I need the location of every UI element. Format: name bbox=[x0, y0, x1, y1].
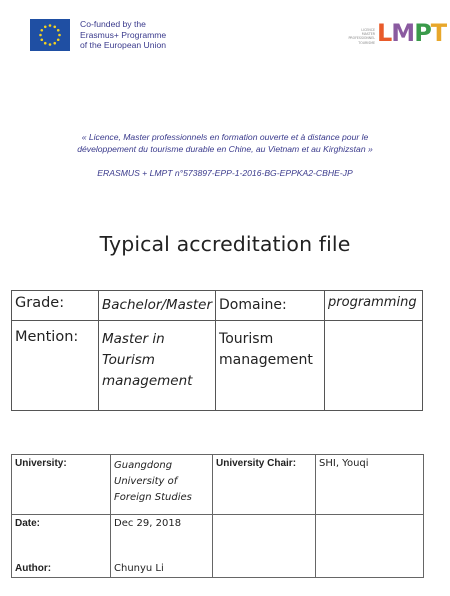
lmpt-wordmark bbox=[377, 19, 446, 47]
eu-star bbox=[39, 34, 42, 37]
author-value: Chunyu Li bbox=[114, 563, 164, 574]
eu-line-1: Co-funded by the bbox=[80, 19, 146, 29]
eu-star bbox=[49, 43, 52, 46]
grade-value: Bachelor/Master bbox=[99, 291, 216, 321]
project-line-2: développement du tourisme durable en Chine, au Vietnam et au Kirghizstan » bbox=[77, 144, 373, 154]
lmpt-small-line-1: LICENCE bbox=[361, 28, 375, 32]
eu-cofunding-text bbox=[80, 19, 166, 51]
eu-star bbox=[53, 42, 56, 45]
project-line-1: « Licence, Master professionnels en formation ouverte et à distance pour le bbox=[81, 132, 369, 142]
empty-cell bbox=[213, 515, 316, 578]
eu-star bbox=[58, 34, 61, 37]
table-row bbox=[12, 321, 423, 411]
eu-star bbox=[57, 38, 60, 41]
lmpt-logo bbox=[345, 17, 447, 53]
lmpt-small-text bbox=[345, 28, 375, 45]
eu-flag-icon bbox=[30, 19, 70, 51]
eu-star bbox=[49, 24, 52, 27]
eu-star bbox=[40, 38, 43, 41]
table-row bbox=[12, 291, 423, 321]
page-title: Typical accreditation file bbox=[99, 232, 351, 256]
mention-value: Master in Tourism management bbox=[99, 321, 216, 411]
eu-line-2: Erasmus+ Programme bbox=[80, 29, 167, 40]
eu-star bbox=[40, 29, 43, 32]
table-row bbox=[12, 455, 424, 515]
table-row bbox=[12, 515, 424, 578]
eu-cofunding-block bbox=[30, 19, 166, 51]
university-value: Guangdong University of Foreign Studies bbox=[111, 455, 213, 515]
chair-label: University Chair: bbox=[213, 455, 316, 515]
author-label: Author: bbox=[15, 563, 52, 574]
eu-star bbox=[44, 25, 47, 28]
lmpt-letter-t: T bbox=[430, 19, 447, 47]
project-description bbox=[20, 131, 430, 155]
lmpt-letter-p: P bbox=[414, 19, 431, 47]
lmpt-letter-l: L bbox=[377, 19, 392, 47]
university-label: University: bbox=[12, 455, 111, 515]
erasmus-reference: ERASMUS + LMPT n°573897-EPP-1-2016-BG-EPPKA2-CBHE-JP bbox=[97, 168, 353, 178]
mention-label: Mention: bbox=[12, 321, 99, 411]
domaine-value: programming bbox=[325, 291, 423, 321]
empty-cell bbox=[316, 515, 424, 578]
eu-star bbox=[57, 29, 60, 32]
lmpt-letter-m: M bbox=[391, 19, 415, 47]
lmpt-small-line-4: TOURISME bbox=[358, 40, 375, 45]
program-info-table bbox=[11, 290, 423, 411]
grade-label: Grade: bbox=[12, 291, 99, 321]
author-info-table bbox=[11, 454, 424, 578]
date-author-labels bbox=[12, 515, 111, 578]
empty-cell bbox=[325, 321, 423, 411]
lmpt-small-line-2: MASTER bbox=[361, 32, 375, 37]
date-value: Dec 29, 2018 bbox=[114, 518, 182, 529]
mention-domain: Tourism management bbox=[216, 321, 325, 411]
eu-star bbox=[44, 42, 47, 45]
date-author-values bbox=[111, 515, 213, 578]
eu-line-3: of the European Union bbox=[80, 40, 167, 50]
domaine-label: Domaine: bbox=[216, 291, 325, 321]
lmpt-small-line-3: PROFESSIONNEL bbox=[348, 36, 375, 41]
eu-star bbox=[53, 25, 56, 28]
date-label: Date: bbox=[15, 518, 41, 529]
chair-value: SHI, Youqi bbox=[316, 455, 424, 515]
